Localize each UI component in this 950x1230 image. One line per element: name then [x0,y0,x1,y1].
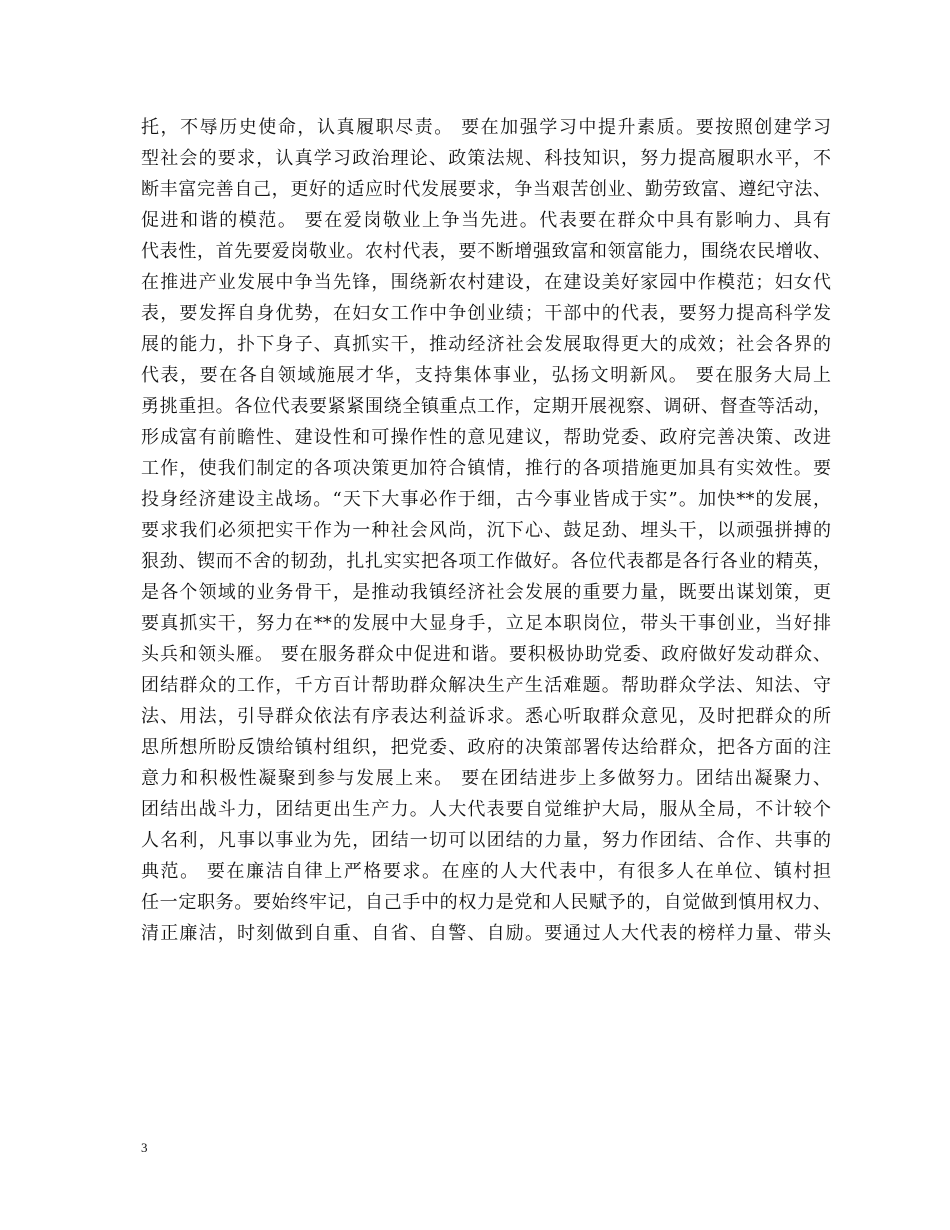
text-line: 要求我们必须把实干作为一种社会风尚，沉下心、鼓足劲、埋头干，以顽强拼搏的 [141,520,831,541]
text-line: 清正廉洁，时刻做到自重、自省、自警、自励。要通过人大代表的榜样力量、带头 [141,923,831,944]
page-number: 3 [141,1140,148,1155]
text-line: 勇挑重担。各位代表要紧紧围绕全镇重点工作，定期开展视察、调研、督查等活动， [141,396,831,417]
text-line: 法、用法，引导群众依法有序表达利益诉求。悉心听取群众意见，及时把群众的所 [141,706,831,727]
text-line: 展的能力，扑下身子、真抓实干，推动经济社会发展取得更大的成效；社会各界的 [141,334,831,355]
text-line: 托，不辱历史使命，认真履职尽责。 要在加强学习中提升素质。要按照创建学习 [141,117,831,138]
text-line: 工作，使我们制定的各项决策更加符合镇情，推行的各项措施更加具有实效性。要 [141,458,831,479]
body-text [141,112,831,949]
text-line: 人名利，凡事以事业为先，团结一切可以团结的力量，努力作团结、合作、共事的 [141,830,831,851]
text-line: 型社会的要求，认真学习政治理论、政策法规、科技知识，努力提高履职水平，不 [141,148,831,169]
text-line: 头兵和领头雁。 要在服务群众中促进和谐。要积极协助党委、政府做好发动群众、 [141,644,831,665]
text-line: 代表，要在各自领域施展才华，支持集体事业，弘扬文明新风。 要在服务大局上 [141,365,831,386]
text-line: 典范。 要在廉洁自律上严格要求。在座的人大代表中，有很多人在单位、镇村担 [141,861,831,882]
text-line: 任一定职务。要始终牢记，自己手中的权力是党和人民赋予的，自觉做到慎用权力、 [141,892,831,913]
text-line: 形成富有前瞻性、建设性和可操作性的意见建议，帮助党委、政府完善决策、改进 [141,427,831,448]
text-line: 在推进产业发展中争当先锋，围绕新农村建设，在建设美好家园中作模范；妇女代 [141,272,831,293]
text-line: 意力和积极性凝聚到参与发展上来。 要在团结进步上多做努力。团结出凝聚力、 [141,768,831,789]
text-line: 思所想所盼反馈给镇村组织，把党委、政府的决策部署传达给群众，把各方面的注 [141,737,831,758]
text-line: 代表性，首先要爱岗敬业。农村代表，要不断增强致富和领富能力，围绕农民增收、 [141,241,831,262]
text-line: 是各个领域的业务骨干，是推动我镇经济社会发展的重要力量，既要出谋划策，更 [141,582,831,603]
text-line: 断丰富完善自己，更好的适应时代发展要求，争当艰苦创业、勤劳致富、遵纪守法、 [141,179,831,200]
text-line: 要真抓实干，努力在**的发展中大显身手，立足本职岗位，带头干事创业，当好排 [141,613,831,634]
text-line: 表，要发挥自身优势，在妇女工作中争创业绩；干部中的代表，要努力提高科学发 [141,303,831,324]
text-line: 狠劲、锲而不舍的韧劲，扎扎实实把各项工作做好。各位代表都是各行各业的精英， [141,551,831,572]
text-line: 团结出战斗力，团结更出生产力。人大代表要自觉维护大局，服从全局，不计较个 [141,799,831,820]
text-line: 团结群众的工作，千方百计帮助群众解决生产生活难题。帮助群众学法、知法、守 [141,675,831,696]
text-line: 投身经济建设主战场。“天下大事必作于细，古今事业皆成于实”。加快**的发展， [141,489,831,510]
text-line: 促进和谐的模范。 要在爱岗敬业上争当先进。代表要在群众中具有影响力、具有 [141,210,831,231]
